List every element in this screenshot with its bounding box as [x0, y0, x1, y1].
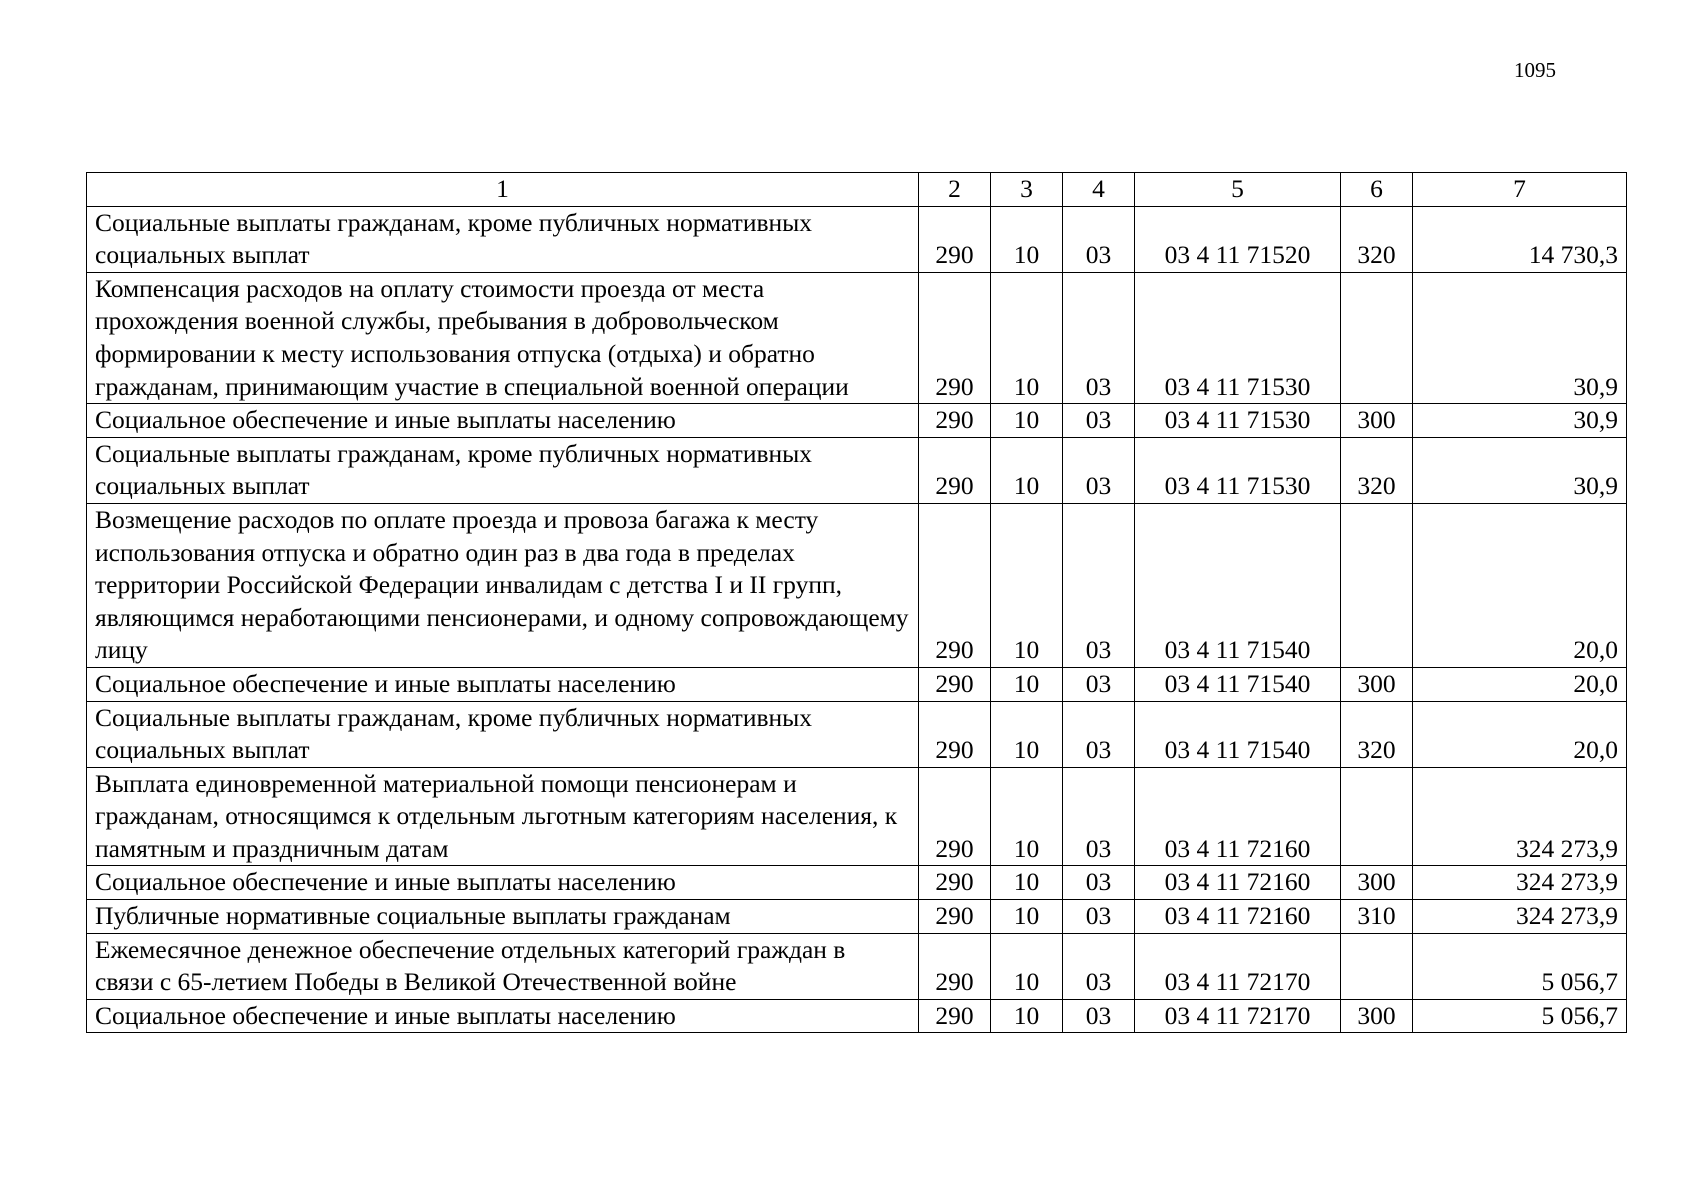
row-col4: 03	[1063, 667, 1135, 701]
row-col2: 290	[919, 272, 991, 403]
row-col2: 290	[919, 206, 991, 272]
row-amount: 20,0	[1413, 667, 1627, 701]
row-col6: 300	[1341, 667, 1413, 701]
row-col2: 290	[919, 503, 991, 667]
budget-table	[86, 172, 1627, 1033]
row-col6	[1341, 503, 1413, 667]
column-header: 1	[87, 173, 919, 207]
column-header: 4	[1063, 173, 1135, 207]
row-col5: 03 4 11 71540	[1135, 503, 1341, 667]
row-col3: 10	[991, 999, 1063, 1033]
row-col6: 300	[1341, 866, 1413, 900]
column-header: 3	[991, 173, 1063, 207]
row-col2: 290	[919, 900, 991, 934]
row-col2: 290	[919, 767, 991, 866]
row-col5: 03 4 11 71530	[1135, 272, 1341, 403]
table-row	[87, 272, 1627, 403]
row-col3: 10	[991, 667, 1063, 701]
row-col6: 300	[1341, 404, 1413, 438]
row-col6	[1341, 272, 1413, 403]
row-col4: 03	[1063, 933, 1135, 999]
row-name: Социальное обеспечение и иные выплаты населению	[87, 999, 919, 1033]
row-name: Социальное обеспечение и иные выплаты населению	[87, 667, 919, 701]
row-col5: 03 4 11 72170	[1135, 933, 1341, 999]
row-name: Социальные выплаты гражданам, кроме публичных нормативных социальных выплат	[87, 701, 919, 767]
row-amount: 324 273,9	[1413, 900, 1627, 934]
row-name: Возмещение расходов по оплате проезда и провоза багажа к месту использования отпуска и обратно один раз в два года в пределах территории Российской Федерации инвалидам с детства I и II групп, являющимся неработающими пенсионерами, и одному сопровождающему лицу	[87, 503, 919, 667]
row-col6	[1341, 933, 1413, 999]
row-col5: 03 4 11 71530	[1135, 437, 1341, 503]
row-col5: 03 4 11 71540	[1135, 667, 1341, 701]
row-col3: 10	[991, 866, 1063, 900]
row-name: Ежемесячное денежное обеспечение отдельных категорий граждан в связи с 65-летием Победы в Великой Отечественной войне	[87, 933, 919, 999]
column-header: 5	[1135, 173, 1341, 207]
row-col2: 290	[919, 667, 991, 701]
row-col6: 300	[1341, 999, 1413, 1033]
table-row	[87, 701, 1627, 767]
row-col5: 03 4 11 71530	[1135, 404, 1341, 438]
row-col4: 03	[1063, 503, 1135, 667]
row-col6: 320	[1341, 206, 1413, 272]
table-row	[87, 503, 1627, 667]
row-name: Социальные выплаты гражданам, кроме публичных нормативных социальных выплат	[87, 206, 919, 272]
row-name: Компенсация расходов на оплату стоимости проезда от места прохождения военной службы, пребывания в добровольческом формировании к месту использования отпуска (отдыха) и обратно гражданам, принимающим участие в специальной военной операции	[87, 272, 919, 403]
table-header-row	[87, 173, 1627, 207]
column-header: 7	[1413, 173, 1627, 207]
table-row	[87, 206, 1627, 272]
row-col4: 03	[1063, 900, 1135, 934]
row-col4: 03	[1063, 437, 1135, 503]
table-row	[87, 900, 1627, 934]
row-col2: 290	[919, 701, 991, 767]
row-name: Социальное обеспечение и иные выплаты населению	[87, 866, 919, 900]
row-col4: 03	[1063, 404, 1135, 438]
row-amount: 14 730,3	[1413, 206, 1627, 272]
row-col3: 10	[991, 272, 1063, 403]
row-amount: 5 056,7	[1413, 999, 1627, 1033]
row-col3: 10	[991, 437, 1063, 503]
row-col4: 03	[1063, 701, 1135, 767]
row-col3: 10	[991, 767, 1063, 866]
table-row	[87, 437, 1627, 503]
row-name: Социальное обеспечение и иные выплаты населению	[87, 404, 919, 438]
row-col4: 03	[1063, 206, 1135, 272]
row-col3: 10	[991, 900, 1063, 934]
table-row	[87, 933, 1627, 999]
table-row	[87, 866, 1627, 900]
row-col4: 03	[1063, 272, 1135, 403]
row-name: Выплата единовременной материальной помощи пенсионерам и гражданам, относящимся к отдельным льготным категориям населения, к памятным и праздничным датам	[87, 767, 919, 866]
row-col5: 03 4 11 72170	[1135, 999, 1341, 1033]
table-row	[87, 767, 1627, 866]
row-col2: 290	[919, 437, 991, 503]
row-col2: 290	[919, 404, 991, 438]
row-col3: 10	[991, 206, 1063, 272]
row-col5: 03 4 11 72160	[1135, 767, 1341, 866]
row-col4: 03	[1063, 999, 1135, 1033]
row-col6: 320	[1341, 701, 1413, 767]
row-amount: 324 273,9	[1413, 866, 1627, 900]
row-amount: 324 273,9	[1413, 767, 1627, 866]
row-col2: 290	[919, 999, 991, 1033]
row-col5: 03 4 11 72160	[1135, 866, 1341, 900]
row-col3: 10	[991, 404, 1063, 438]
row-col5: 03 4 11 72160	[1135, 900, 1341, 934]
row-amount: 20,0	[1413, 503, 1627, 667]
row-col4: 03	[1063, 866, 1135, 900]
row-col6: 310	[1341, 900, 1413, 934]
row-amount: 5 056,7	[1413, 933, 1627, 999]
table-row	[87, 999, 1627, 1033]
column-header: 6	[1341, 173, 1413, 207]
row-col2: 290	[919, 933, 991, 999]
row-col5: 03 4 11 71540	[1135, 701, 1341, 767]
table-row	[87, 404, 1627, 438]
row-col3: 10	[991, 933, 1063, 999]
row-col6: 320	[1341, 437, 1413, 503]
row-amount: 20,0	[1413, 701, 1627, 767]
row-name: Социальные выплаты гражданам, кроме публичных нормативных социальных выплат	[87, 437, 919, 503]
row-col3: 10	[991, 503, 1063, 667]
column-header: 2	[919, 173, 991, 207]
row-amount: 30,9	[1413, 404, 1627, 438]
row-col4: 03	[1063, 767, 1135, 866]
row-amount: 30,9	[1413, 272, 1627, 403]
table-row	[87, 667, 1627, 701]
row-col5: 03 4 11 71520	[1135, 206, 1341, 272]
row-col6	[1341, 767, 1413, 866]
row-col2: 290	[919, 866, 991, 900]
row-amount: 30,9	[1413, 437, 1627, 503]
row-col3: 10	[991, 701, 1063, 767]
page-number: 1095	[1514, 58, 1556, 82]
row-name: Публичные нормативные социальные выплаты гражданам	[87, 900, 919, 934]
